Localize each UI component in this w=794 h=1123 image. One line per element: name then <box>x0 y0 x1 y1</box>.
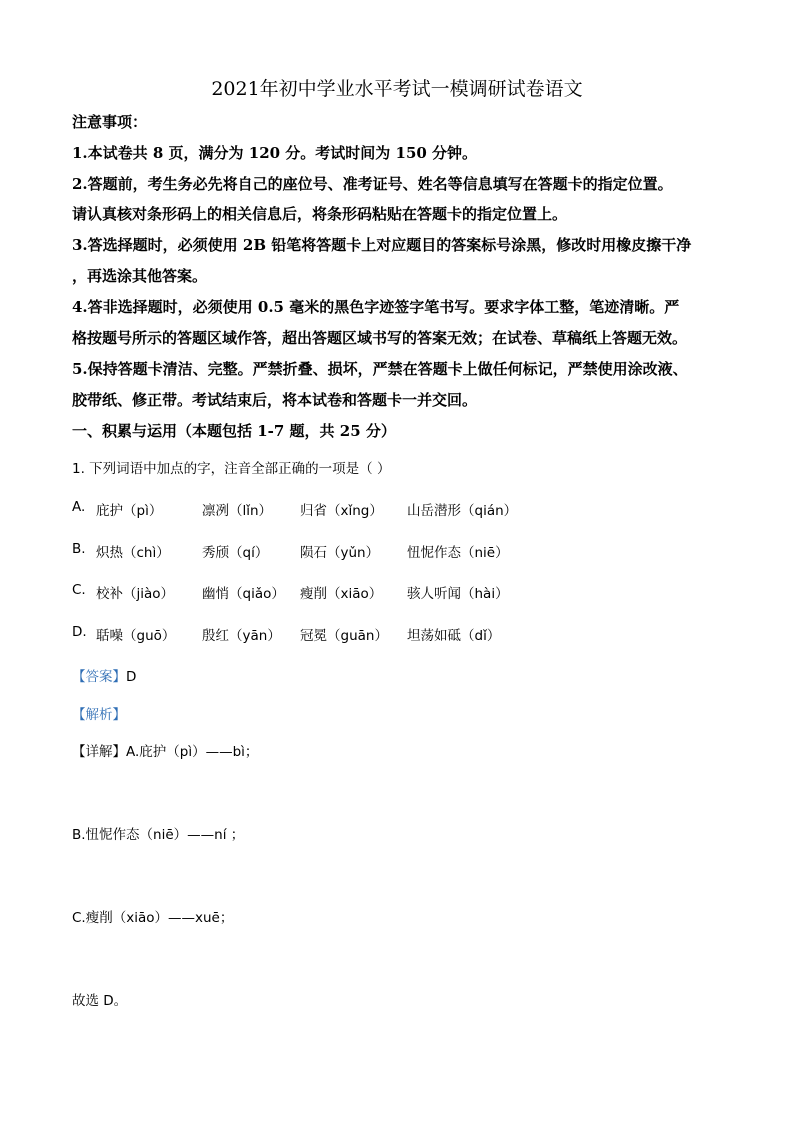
notice-line: 5.保持答题卡清洁、完整。严禁折叠、损坏，严禁在答题卡上做任何标记，严禁使用涂改液、 <box>72 360 688 378</box>
section-heading: 一、积累与运用（本题包括 1-7 题，共 25 分） <box>72 422 396 440</box>
option-b-item: 炽热（chì） <box>96 545 170 561</box>
notice-line: ，再选涂其他答案。 <box>72 267 208 285</box>
notice-line: 1.本试卷共 8 页，满分为 120 分。考试时间为 150 分钟。 <box>72 144 478 162</box>
detail-tag: 【详解】 <box>72 744 126 760</box>
conclusion-line: 故选 D。 <box>72 993 128 1009</box>
option-a-item: 归省（xǐng） <box>300 503 383 519</box>
option-d-item: 殷红（yān） <box>202 628 281 644</box>
option-b-item: 陨石（yǔn） <box>300 545 380 561</box>
notice-line: 2.答题前，考生务必先将自己的座位号、准考证号、姓名等信息填写在答题卡的指定位置。 <box>72 175 673 193</box>
option-a-item: 庇护（pì） <box>96 503 163 519</box>
detail-text: A.庇护（pì）——bì； <box>126 744 259 760</box>
option-d-item: 坦荡如砥（dǐ） <box>407 628 501 644</box>
notice-line: 3.答选择题时，必须使用 2B 铅笔将答题卡上对应题目的答案标号涂黑，修改时用橡皮擦干净 <box>72 236 692 254</box>
page-title: 2021年初中学业水平考试一模调研试卷语文 <box>211 78 583 100</box>
notice-line: 请认真核对条形码上的相关信息后，将条形码粘贴在答题卡的指定位置上。 <box>72 205 568 223</box>
option-a-item: 凛冽（lǐn） <box>202 503 273 519</box>
option-c-item: 瘦削（xiāo） <box>300 586 383 602</box>
answer-line <box>72 665 136 685</box>
detail-line: B.忸怩作态（niē）——ní ； <box>72 827 245 843</box>
option-c-item: 校补（jiào） <box>96 586 175 602</box>
option-d-label: D. <box>72 624 87 640</box>
notice-line: 格按题号所示的答题区域作答，超出答题区域书写的答案无效；在试卷、草稿纸上答题无效。 <box>72 329 688 347</box>
option-b-label: B. <box>72 541 86 557</box>
detail-line: C.瘦削（xiāo）——xuē； <box>72 910 234 926</box>
notice-line: 胶带纸、修正带。考试结束后，将本试卷和答题卡一并交回。 <box>72 391 478 409</box>
answer-tag: 【答案】 <box>72 669 126 685</box>
detail-line <box>72 740 258 760</box>
question-stem: 1. 下列词语中加点的字，注音全部正确的一项是（ ） <box>72 461 391 477</box>
notice-line: 4.答非选择题时，必须使用 0.5 毫米的黑色字迹签字笔书写。要求字体工整，笔迹清晰。严 <box>72 298 680 316</box>
notice-heading: 注意事项： <box>72 113 148 131</box>
option-c-label: C. <box>72 582 86 598</box>
analysis-tag: 【解析】 <box>72 707 126 723</box>
option-a-label: A. <box>72 499 86 515</box>
option-d-item: 冠冕（guān） <box>300 628 388 644</box>
option-b-item: 忸怩作态（niē） <box>407 545 509 561</box>
option-c-item: 骇人听闻（hài） <box>407 586 509 602</box>
option-c-item: 幽悄（qiǎo） <box>202 586 285 602</box>
answer-value: D <box>126 669 137 685</box>
option-b-item: 秀颀（qí） <box>202 545 269 561</box>
option-d-item: 聒噪（guō） <box>96 628 176 644</box>
option-a-item: 山岳潜形（qián） <box>407 503 518 519</box>
